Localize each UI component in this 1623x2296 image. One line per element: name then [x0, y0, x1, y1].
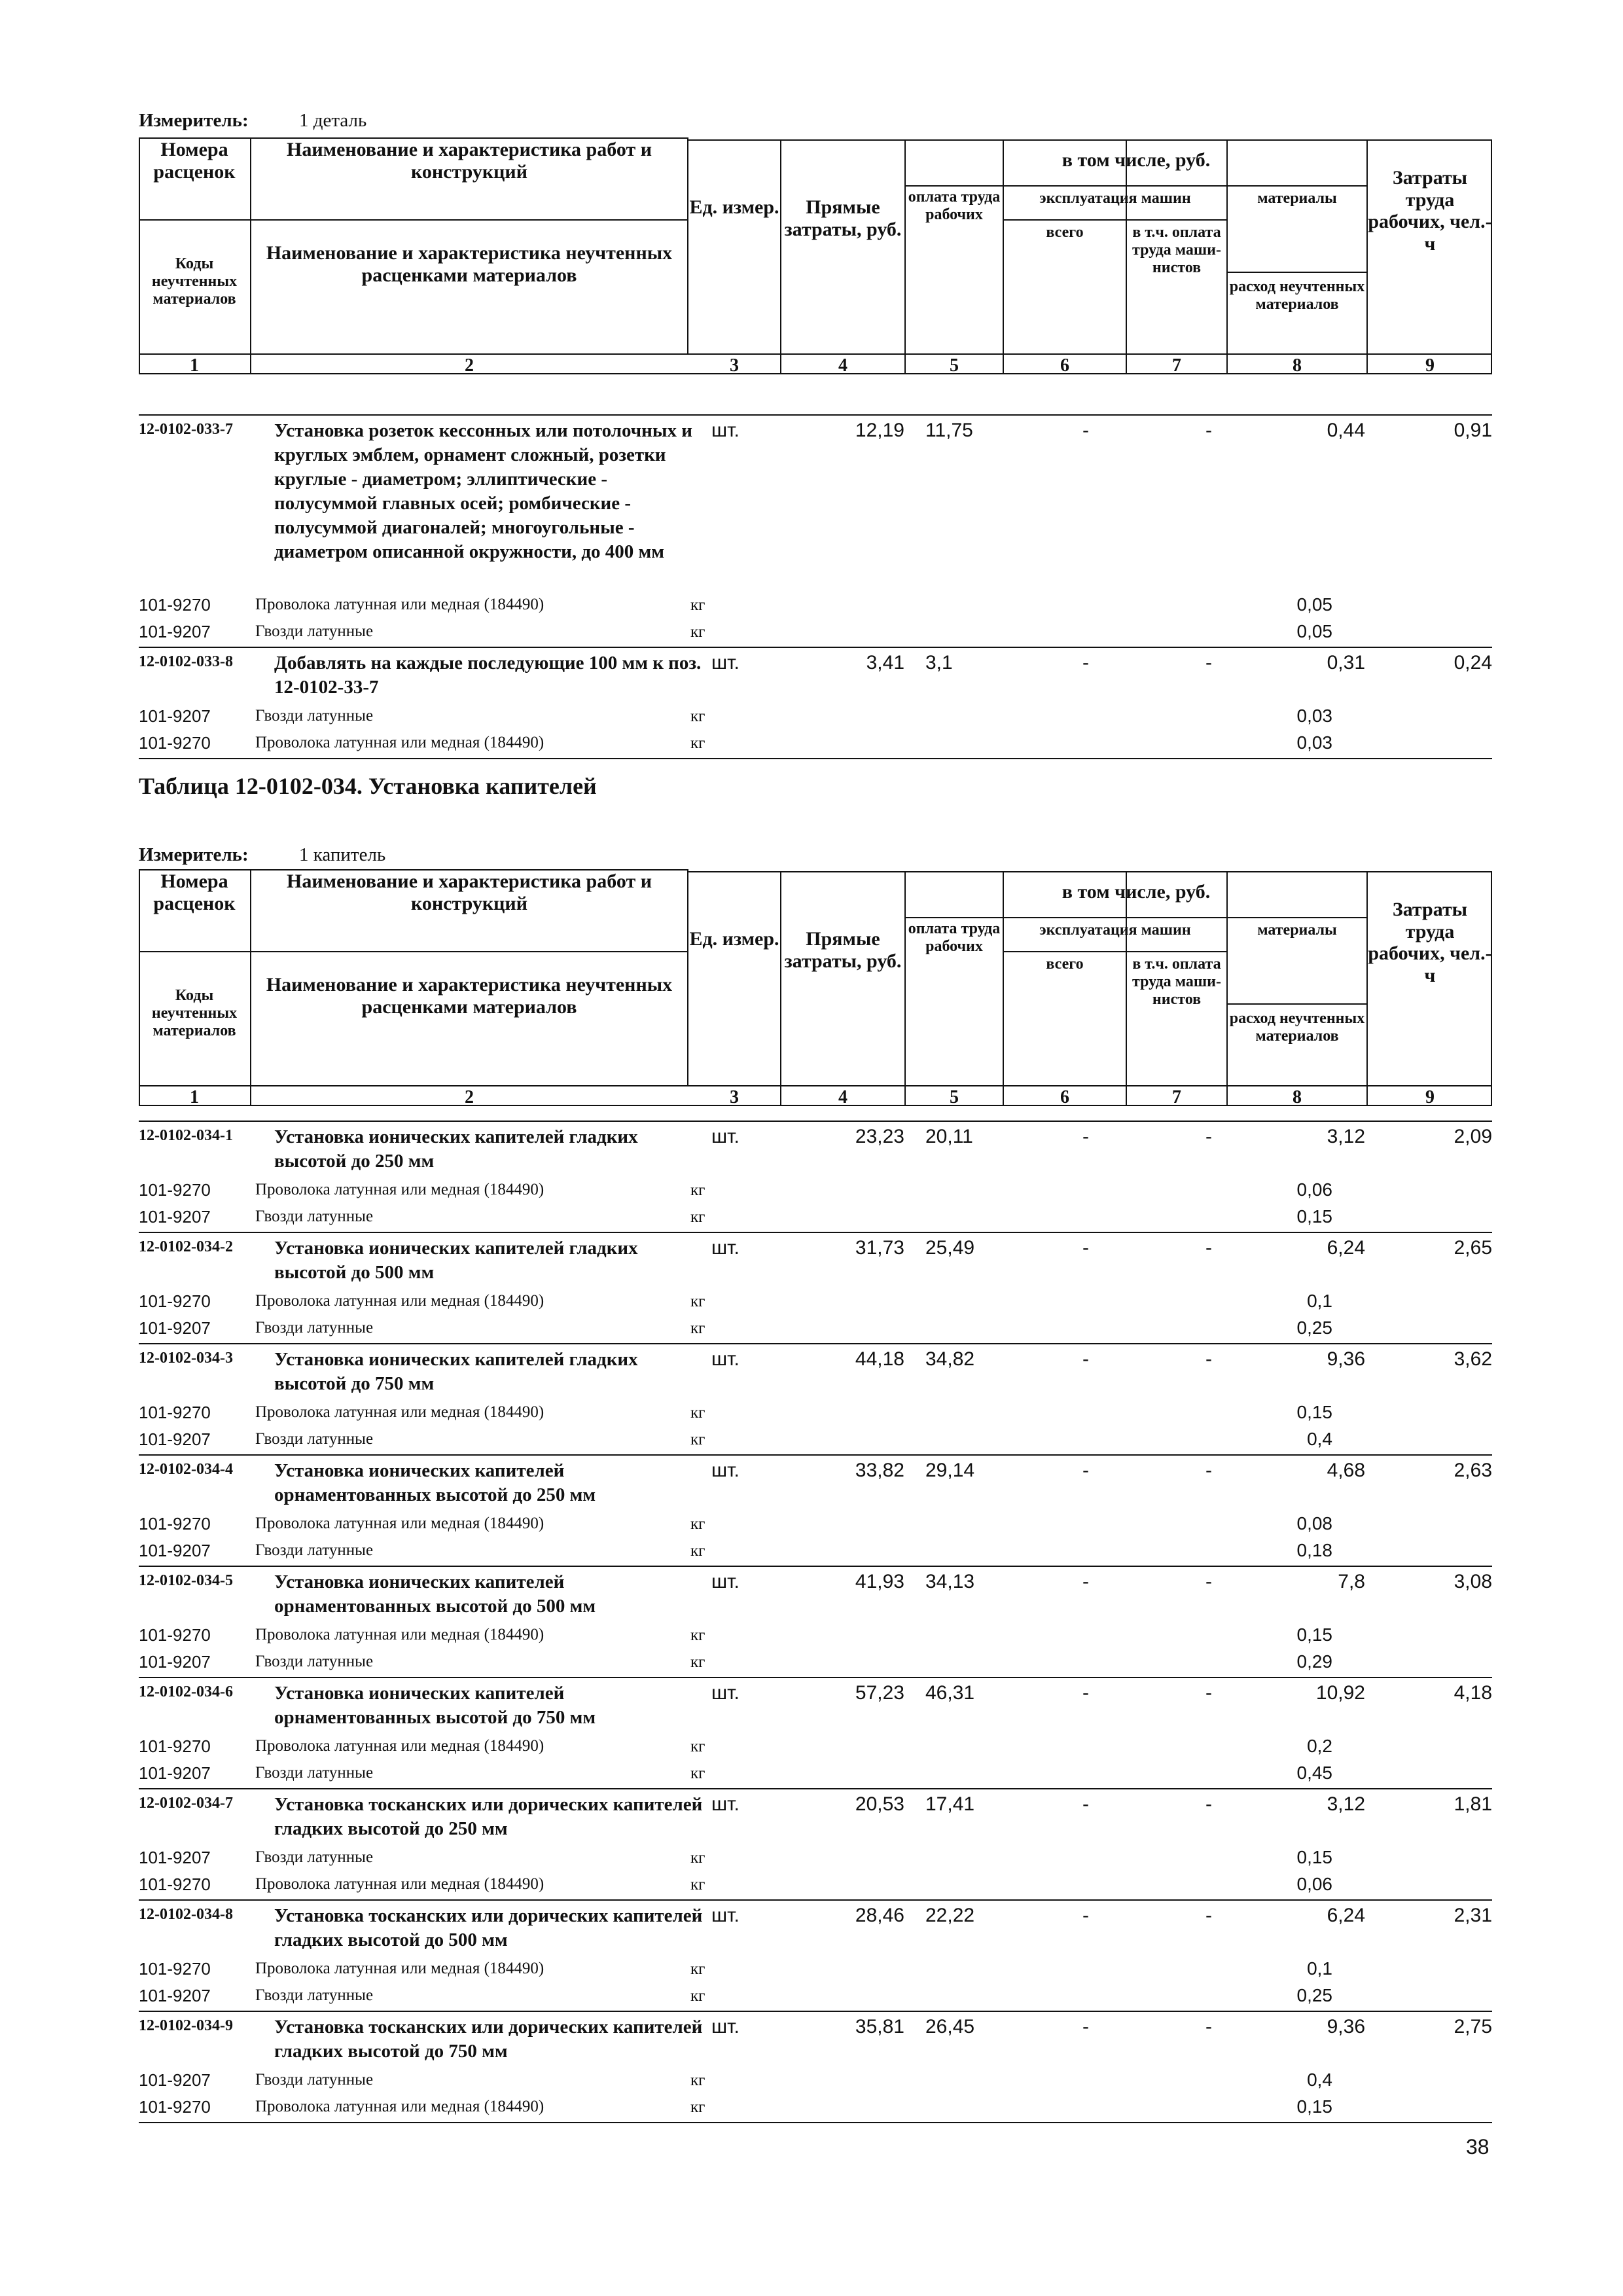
direct-cost: 3,41	[866, 652, 904, 673]
header-pryamye: Прямые затраты, руб.	[784, 196, 902, 240]
material-unit: кг	[690, 1626, 705, 1644]
material-consumption: 0,06	[1296, 1874, 1332, 1894]
material-row	[139, 1873, 1492, 1899]
table-row	[139, 1121, 1492, 1179]
machine-operator-pay: -	[1205, 1682, 1212, 1704]
row-name: Добавлять на каждые последующие 100 мм к поз. 12-0102-33-7	[274, 653, 702, 698]
header-divider	[904, 185, 1368, 187]
material-code: 101-9270	[139, 1291, 211, 1311]
machine-total: -	[1082, 1348, 1089, 1370]
row-unit: шт.	[711, 1682, 740, 1704]
row-unit: шт.	[711, 1237, 740, 1259]
material-consumption: 0,25	[1296, 1318, 1332, 1338]
column-number: 6	[1060, 355, 1069, 376]
machine-total: -	[1082, 1460, 1089, 1481]
header-divider	[904, 139, 906, 373]
material-consumption: 0,4	[1307, 1429, 1332, 1449]
material-unit: кг	[690, 1293, 705, 1310]
direct-cost: 23,23	[855, 1126, 904, 1147]
material-unit: кг	[690, 1515, 705, 1533]
labor-hours: 4,18	[1454, 1682, 1492, 1704]
row-name: Установка тосканских или дорических капителей гладких высотой до 250 мм	[274, 1794, 703, 1839]
labor-hours: 2,75	[1454, 2016, 1492, 2037]
header-nomer: Номера расценок	[153, 870, 236, 914]
material-name: Проволока латунная или медная (184490)	[255, 734, 544, 751]
labor-hours: 2,31	[1454, 1905, 1492, 1926]
material-unit: кг	[690, 1319, 705, 1337]
table-row	[139, 1677, 1492, 1736]
labor-pay: 11,75	[925, 420, 973, 441]
machine-operator-pay: -	[1205, 1348, 1212, 1370]
material-row	[139, 1984, 1492, 2011]
direct-cost: 12,19	[855, 420, 904, 441]
material-name: Гвозди латунные	[255, 1319, 374, 1336]
row-code: 12-0102-034-7	[139, 1795, 233, 1812]
material-unit: кг	[690, 1208, 705, 1226]
material-consumption: 0,05	[1296, 621, 1332, 641]
column-number: 8	[1293, 1087, 1302, 1107]
header-ekspl: эксплуатация машин	[1039, 922, 1191, 939]
material-consumption: 0,06	[1296, 1179, 1332, 1200]
table-row	[139, 1343, 1492, 1402]
direct-cost: 31,73	[855, 1237, 904, 1259]
material-row	[139, 1205, 1492, 1232]
header-vsego: всего	[1046, 224, 1084, 241]
material-row	[139, 1734, 1492, 1761]
labor-hours: 0,91	[1454, 420, 1492, 441]
measure-label: Измеритель:	[139, 844, 249, 865]
row-name: Установка ионических капителей гладких высотой до 250 мм	[274, 1126, 638, 1172]
machine-operator-pay: -	[1205, 1237, 1212, 1259]
material-name: Гвозди латунные	[255, 1541, 374, 1559]
table-row	[139, 1232, 1492, 1291]
header-kody: Коды неучтенных материалов	[151, 987, 238, 1039]
labor-hours: 2,63	[1454, 1460, 1492, 1481]
material-code: 101-9207	[139, 1541, 211, 1560]
row-name: Установка ионических капителей гладких высотой до 750 мм	[274, 1349, 638, 1394]
column-number: 2	[465, 1087, 474, 1107]
material-row	[139, 2095, 1492, 2123]
material-name: Проволока латунная или медная (184490)	[255, 596, 544, 613]
material-row	[139, 1623, 1492, 1650]
materials-cost: 9,36	[1327, 2016, 1365, 2037]
material-code: 101-9207	[139, 1763, 211, 1783]
header-rashod: расход неучтенных материалов	[1229, 278, 1365, 313]
header-divider	[1003, 219, 1226, 221]
materials-cost: 4,68	[1327, 1460, 1365, 1481]
material-name: Проволока латунная или медная (184490)	[255, 1515, 544, 1532]
material-consumption: 0,15	[1296, 1206, 1332, 1227]
material-code: 101-9270	[139, 1874, 211, 1894]
material-name: Гвозди латунные	[255, 2071, 374, 2089]
measure-value: 1 капитель	[299, 844, 386, 865]
material-name: Гвозди латунные	[255, 1208, 374, 1225]
material-name: Проволока латунная или медная (184490)	[255, 1737, 544, 1755]
column-number: 7	[1172, 1087, 1181, 1107]
material-row	[139, 1427, 1492, 1454]
table-row	[139, 414, 1492, 594]
header-v-tom-chisle: в том числе, руб.	[1061, 881, 1211, 903]
material-name: Проволока латунная или медная (184490)	[255, 1626, 544, 1643]
header-zatraty: Затраты труда рабочих, чел.-ч	[1368, 899, 1492, 986]
direct-cost: 20,53	[855, 1793, 904, 1815]
material-name: Проволока латунная или медная (184490)	[255, 2098, 544, 2115]
row-unit: шт.	[711, 652, 740, 673]
measure-line-1	[139, 110, 367, 132]
material-name: Гвозди латунные	[255, 1986, 374, 2004]
header-vtch: в т.ч. оплата труда маши- нистов	[1132, 956, 1221, 1008]
materials-cost: 6,24	[1327, 1905, 1365, 1926]
direct-cost: 35,81	[855, 2016, 904, 2037]
material-unit: кг	[690, 1181, 705, 1199]
row-unit: шт.	[711, 1905, 740, 1926]
header-oplata: оплата труда рабочих	[908, 920, 1001, 955]
machine-total: -	[1082, 420, 1089, 441]
machine-operator-pay: -	[1205, 420, 1212, 441]
labor-pay: 25,49	[925, 1237, 975, 1259]
material-code: 101-9207	[139, 1318, 211, 1338]
material-row	[139, 1316, 1492, 1343]
measure-value: 1 деталь	[299, 110, 367, 131]
material-code: 101-9270	[139, 595, 211, 615]
material-unit: кг	[690, 2072, 705, 2089]
column-number: 7	[1172, 355, 1181, 376]
header-naim-mat: Наименование и характеристика неучтенных расценками материалов	[266, 974, 673, 1018]
row-code: 12-0102-034-1	[139, 1127, 233, 1144]
header-divider	[1226, 272, 1366, 273]
material-name: Проволока латунная или медная (184490)	[255, 1403, 544, 1421]
material-consumption: 0,1	[1307, 1958, 1332, 1979]
header-divider	[139, 951, 688, 952]
header-naim-rabot: Наименование и характеристика работ и конструкций	[287, 870, 652, 914]
labor-hours: 2,09	[1454, 1126, 1492, 1147]
labor-hours: 2,65	[1454, 1237, 1492, 1259]
labor-hours: 1,81	[1454, 1793, 1492, 1815]
row-code: 12-0102-033-7	[139, 421, 233, 438]
material-unit: кг	[690, 708, 705, 725]
material-consumption: 0,15	[1296, 1402, 1332, 1422]
row-unit: шт.	[711, 420, 740, 441]
material-code: 101-9270	[139, 1403, 211, 1422]
row-name: Установка ионических капителей орнаментованных высотой до 750 мм	[274, 1683, 596, 1728]
header-naim-rabot: Наименование и характеристика работ и конструкций	[287, 139, 652, 183]
material-row	[139, 1539, 1492, 1566]
header-vtch: в т.ч. оплата труда маши- нистов	[1132, 224, 1221, 276]
direct-cost: 57,23	[855, 1682, 904, 1704]
material-consumption: 0,18	[1296, 1540, 1332, 1560]
material-name: Гвозди латунные	[255, 1848, 374, 1866]
labor-hours: 0,24	[1454, 652, 1492, 673]
material-row	[139, 1957, 1492, 1984]
material-row	[139, 704, 1492, 731]
material-name: Гвозди латунные	[255, 707, 374, 725]
material-code: 101-9270	[139, 1736, 211, 1756]
machine-total: -	[1082, 1237, 1089, 1259]
row-unit: шт.	[711, 1126, 740, 1147]
material-name: Проволока латунная или медная (184490)	[255, 1960, 544, 1977]
column-number: 1	[190, 355, 199, 376]
direct-cost: 33,82	[855, 1460, 904, 1481]
material-consumption: 0,05	[1296, 594, 1332, 615]
material-unit: кг	[690, 1542, 705, 1560]
row-code: 12-0102-034-2	[139, 1238, 233, 1255]
material-code: 101-9270	[139, 1180, 211, 1200]
row-code: 12-0102-034-5	[139, 1572, 233, 1589]
material-row	[139, 1512, 1492, 1539]
material-consumption: 0,15	[1296, 1624, 1332, 1645]
material-unit: кг	[690, 596, 705, 614]
materials-cost: 7,8	[1338, 1571, 1365, 1592]
material-row	[139, 620, 1492, 647]
row-name: Установка тосканских или дорических капителей гладких высотой до 750 мм	[274, 2017, 703, 2062]
header-vsego: всего	[1046, 956, 1084, 973]
material-code: 101-9270	[139, 1514, 211, 1534]
direct-cost: 28,46	[855, 1905, 904, 1926]
header-nomer: Номера расценок	[153, 139, 236, 183]
header-ed: Ед. измер.	[689, 196, 779, 218]
material-code: 101-9207	[139, 1429, 211, 1449]
material-row	[139, 1401, 1492, 1427]
header-divider	[1226, 139, 1228, 373]
material-consumption: 0,15	[1296, 2096, 1332, 2117]
machine-total: -	[1082, 2016, 1089, 2037]
material-name: Проволока латунная или медная (184490)	[255, 1875, 544, 1893]
column-number: 5	[950, 355, 959, 376]
measure-line-2	[139, 844, 386, 866]
labor-hours: 3,08	[1454, 1571, 1492, 1592]
material-consumption: 0,1	[1307, 1291, 1332, 1311]
materials-cost: 3,12	[1327, 1793, 1365, 1815]
material-consumption: 0,45	[1296, 1763, 1332, 1783]
machine-operator-pay: -	[1205, 1460, 1212, 1481]
material-row	[139, 2068, 1492, 2095]
material-unit: кг	[690, 1431, 705, 1448]
material-row	[139, 1289, 1492, 1316]
column-number: 2	[465, 355, 474, 376]
header-divider	[1003, 951, 1226, 952]
materials-cost: 0,31	[1327, 652, 1365, 673]
header-rashod: расход неучтенных материалов	[1229, 1010, 1365, 1045]
table-row	[139, 1788, 1492, 1847]
machine-operator-pay: -	[1205, 1571, 1212, 1592]
header-zatraty: Затраты труда рабочих, чел.-ч	[1368, 167, 1492, 255]
column-number: 3	[730, 355, 739, 376]
material-name: Гвозди латунные	[255, 1764, 374, 1782]
row-unit: шт.	[711, 1793, 740, 1815]
material-row	[139, 1846, 1492, 1873]
material-consumption: 0,2	[1307, 1736, 1332, 1756]
labor-pay: 17,41	[925, 1793, 975, 1815]
material-name: Проволока латунная или медная (184490)	[255, 1181, 544, 1198]
material-consumption: 0,4	[1307, 2070, 1332, 2090]
row-name: Установка розеток кессонных или потолочных и круглых эмблем, орнамент сложный, розетки круглые - диаметром; эллиптические - полусуммой главных осей; ромбические - полусуммой диагоналей; многоугольные - диаметром описанной окружности, до 400 мм	[274, 420, 692, 562]
table-row	[139, 647, 1492, 706]
material-consumption: 0,25	[1296, 1985, 1332, 2005]
machine-total: -	[1082, 1793, 1089, 1815]
machine-total: -	[1082, 652, 1089, 673]
material-unit: кг	[690, 1765, 705, 1782]
labor-pay: 46,31	[925, 1682, 975, 1704]
material-code: 101-9207	[139, 622, 211, 641]
row-code: 12-0102-033-8	[139, 653, 233, 670]
header-ekspl: эксплуатация машин	[1039, 190, 1191, 207]
machine-operator-pay: -	[1205, 2016, 1212, 2037]
labor-hours: 3,62	[1454, 1348, 1492, 1370]
table-row	[139, 1566, 1492, 1624]
materials-cost: 0,44	[1327, 420, 1365, 441]
header-naim-mat: Наименование и характеристика неучтенных расценками материалов	[266, 242, 673, 286]
column-number: 8	[1293, 355, 1302, 376]
material-row	[139, 1650, 1492, 1677]
header-divider	[780, 871, 781, 1105]
machine-operator-pay: -	[1205, 1905, 1212, 1926]
machine-total: -	[1082, 1571, 1089, 1592]
row-name: Установка ионических капителей орнаментованных высотой до 500 мм	[274, 1571, 596, 1617]
material-code: 101-9207	[139, 1848, 211, 1867]
direct-cost: 44,18	[855, 1348, 904, 1370]
column-number: 4	[838, 1087, 847, 1107]
column-number: 9	[1425, 355, 1435, 376]
row-code: 12-0102-034-3	[139, 1350, 233, 1367]
material-name: Гвозди латунные	[255, 1430, 374, 1448]
column-number: 3	[730, 1087, 739, 1107]
material-unit: кг	[690, 1987, 705, 2005]
labor-pay: 29,14	[925, 1460, 975, 1481]
header-divider	[904, 917, 1368, 918]
material-unit: кг	[690, 623, 705, 641]
table-row	[139, 1899, 1492, 1958]
header-pryamye: Прямые затраты, руб.	[784, 928, 902, 972]
row-code: 12-0102-034-8	[139, 1906, 233, 1923]
column-number: 9	[1425, 1087, 1435, 1107]
material-consumption: 0,15	[1296, 1847, 1332, 1867]
material-code: 101-9207	[139, 1652, 211, 1672]
material-code: 101-9207	[139, 706, 211, 726]
material-unit: кг	[690, 1960, 705, 1978]
page-number: 38	[1466, 2135, 1489, 2159]
labor-pay: 26,45	[925, 2016, 975, 2037]
material-row	[139, 731, 1492, 759]
labor-pay: 34,13	[925, 1571, 975, 1592]
material-name: Гвозди латунные	[255, 1653, 374, 1670]
materials-cost: 3,12	[1327, 1126, 1365, 1147]
header-divider	[1003, 871, 1004, 1105]
material-row	[139, 593, 1492, 620]
header-divider	[1226, 1003, 1366, 1005]
materials-cost: 6,24	[1327, 1237, 1365, 1259]
header-divider	[1003, 139, 1004, 373]
header-divider	[780, 139, 781, 373]
material-code: 101-9207	[139, 1207, 211, 1227]
labor-pay: 34,82	[925, 1348, 975, 1370]
material-consumption: 0,03	[1296, 706, 1332, 726]
column-number: 5	[950, 1087, 959, 1107]
material-consumption: 0,08	[1296, 1513, 1332, 1534]
machine-operator-pay: -	[1205, 1126, 1212, 1147]
material-name: Гвозди латунные	[255, 622, 374, 640]
machine-total: -	[1082, 1905, 1089, 1926]
row-unit: шт.	[711, 2016, 740, 2037]
machine-operator-pay: -	[1205, 652, 1212, 673]
header-materialy: материалы	[1257, 190, 1337, 207]
header-ed: Ед. измер.	[689, 928, 779, 950]
row-unit: шт.	[711, 1348, 740, 1370]
machine-total: -	[1082, 1126, 1089, 1147]
table-row	[139, 2011, 1492, 2070]
labor-pay: 3,1	[925, 652, 953, 673]
header-materialy: материалы	[1257, 922, 1337, 939]
material-code: 101-9207	[139, 2070, 211, 2090]
labor-pay: 20,11	[925, 1126, 973, 1147]
row-code: 12-0102-034-4	[139, 1461, 233, 1478]
column-number: 6	[1060, 1087, 1069, 1107]
materials-cost: 9,36	[1327, 1348, 1365, 1370]
table-row	[139, 1454, 1492, 1513]
material-code: 101-9270	[139, 733, 211, 753]
column-number: 4	[838, 355, 847, 376]
header-v-tom-chisle: в том числе, руб.	[1061, 149, 1211, 171]
labor-pay: 22,22	[925, 1905, 975, 1926]
material-row	[139, 1178, 1492, 1205]
row-code: 12-0102-034-6	[139, 1683, 233, 1700]
header-divider	[139, 219, 688, 221]
measure-label: Измеритель:	[139, 110, 249, 131]
header-oplata: оплата труда рабочих	[908, 188, 1001, 223]
row-unit: шт.	[711, 1571, 740, 1592]
direct-cost: 41,93	[855, 1571, 904, 1592]
material-unit: кг	[690, 1876, 705, 1893]
table-title: Таблица 12-0102-034. Установка капителей	[139, 773, 597, 799]
material-unit: кг	[690, 734, 705, 752]
material-unit: кг	[690, 1738, 705, 1755]
row-code: 12-0102-034-9	[139, 2017, 233, 2034]
material-code: 101-9270	[139, 1625, 211, 1645]
material-unit: кг	[690, 2098, 705, 2116]
material-code: 101-9270	[139, 1959, 211, 1979]
header-divider	[904, 871, 906, 1105]
material-code: 101-9270	[139, 2097, 211, 2117]
header-divider	[1226, 871, 1228, 1105]
material-row	[139, 1761, 1492, 1788]
material-consumption: 0,03	[1296, 732, 1332, 753]
material-consumption: 0,29	[1296, 1651, 1332, 1672]
column-number: 1	[190, 1087, 199, 1107]
material-unit: кг	[690, 1653, 705, 1671]
row-name: Установка ионических капителей гладких высотой до 500 мм	[274, 1238, 638, 1283]
header-kody: Коды неучтенных материалов	[151, 255, 238, 308]
row-unit: шт.	[711, 1460, 740, 1481]
machine-total: -	[1082, 1682, 1089, 1704]
material-code: 101-9207	[139, 1986, 211, 2005]
row-name: Установка ионических капителей орнаментованных высотой до 250 мм	[274, 1460, 596, 1505]
machine-operator-pay: -	[1205, 1793, 1212, 1815]
material-name: Проволока латунная или медная (184490)	[255, 1292, 544, 1310]
material-unit: кг	[690, 1849, 705, 1867]
materials-cost: 10,92	[1315, 1682, 1365, 1704]
material-unit: кг	[690, 1404, 705, 1422]
row-name: Установка тосканских или дорических капителей гладких высотой до 500 мм	[274, 1905, 703, 1950]
